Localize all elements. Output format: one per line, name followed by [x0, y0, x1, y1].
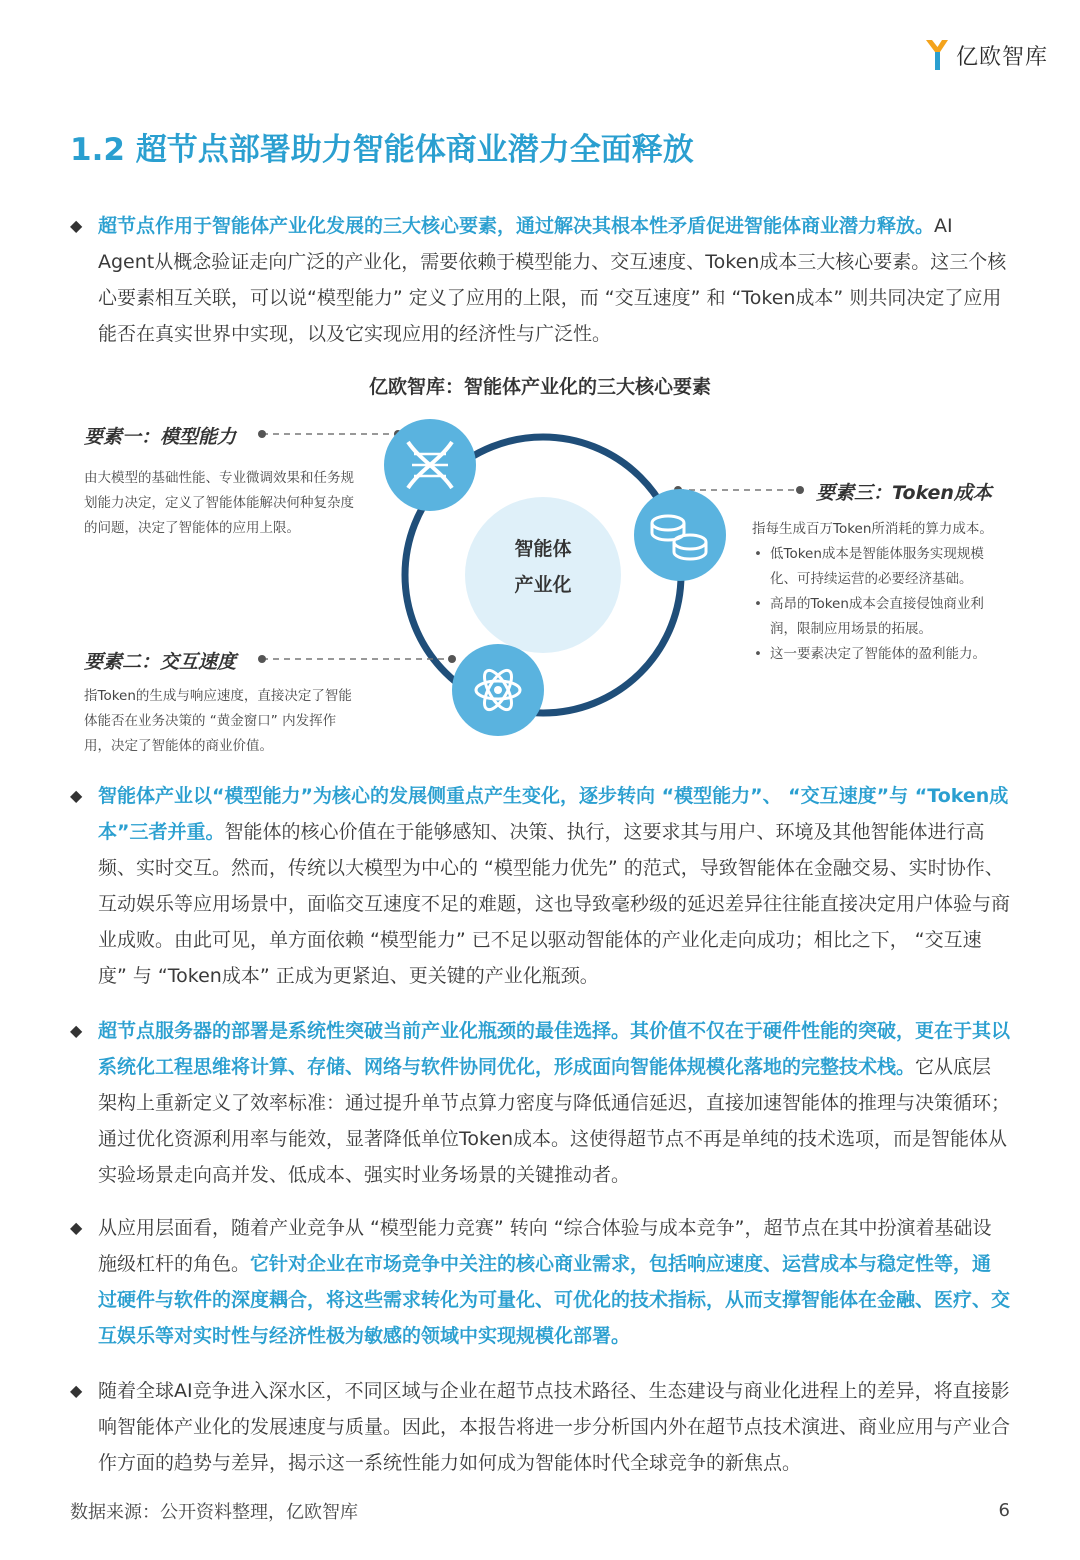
brand-logo: [924, 38, 1048, 72]
diamond-bullet-icon: ◆: [70, 216, 83, 235]
element-3-desc: [752, 517, 1010, 667]
paragraph-5: [70, 1373, 1010, 1481]
core-elements-diagram: [0, 410, 1080, 770]
center-text-line-1: 智能体: [514, 538, 572, 560]
paragraph-3-highlight: 超节点服务器的部署是系统性突破当前产业化瓶颈的最佳选择。其价值不仅在于硬件性能的突破，更在于其以系统化工程思维将计算、存储、网络与软件协同优化，形成面向智能体规模化落地的完整技术栈。: [98, 1020, 1011, 1078]
paragraph-3: [70, 1013, 1010, 1193]
element-3-bullet: • 高昂的Token成本会直接侵蚀商业利润，限制应用场景的拓展。: [752, 592, 1010, 642]
paragraph-2-text: 智能体的核心价值在于能够感知、决策、执行，这要求其与用户、环境及其他智能体进行高频、实时交互。然而，传统以大模型为中心的 “模型能力优先” 的范式，导致智能体在金融交易、实时协作、互动娱乐等应用场景中，面临交互速度不足的难题，这也导致毫秒级的延迟差异往往能直接决定用户体验与商业成败。由此可见，单方面依赖 “模型能力” 已不足以驱动智能体的产业化走向成功；相比之下， “交互速度” 与 “Token成本” 正成为更紧迫、更关键的产业化瓶颈。: [98, 821, 1011, 987]
figure-title: 亿欧智库：智能体产业化的三大核心要素: [368, 376, 711, 398]
section-title: 1.2 超节点部署助力智能体商业潜力全面释放: [70, 132, 694, 168]
element-2-desc: 指Token的生成与响应速度，直接决定了智能体能否在业务决策的 “黄金窗口” 内发挥作用，决定了智能体的商业价值。: [84, 688, 352, 754]
data-source: 数据来源：公开资料整理，亿欧智库: [70, 1502, 358, 1523]
paragraph-1: [70, 208, 1010, 352]
paragraph-1-text: AI Agent从概念验证走向广泛的产业化，需要依赖于模型能力、交互速度、Token成本三大核心要素。这三个核心要素相互关联，可以说“模型能力” 定义了应用的上限，而 “交互速度” 和 “Token成本” 则共同决定了应用能否在真实世界中实现，以及它实现应用的经济性与广泛性。: [98, 215, 1007, 345]
page-number: 6: [998, 1500, 1010, 1521]
center-text-line-2: 产业化: [514, 574, 572, 596]
diamond-bullet-icon: ◆: [70, 1381, 83, 1400]
element-2-label: 要素二：交互速度: [84, 651, 237, 673]
paragraph-4-highlight: 它针对企业在市场竞争中关注的核心商业需求，包括响应速度、运营成本与稳定性等，通过硬件与软件的深度耦合，将这些需求转化为可量化、可优化的技术指标，从而支撑智能体在金融、医疗、交互娱乐等对实时性与经济性极为敏感的领域中实现规模化部署。: [98, 1253, 1011, 1347]
diamond-bullet-icon: ◆: [70, 1218, 83, 1237]
element-3-desc-intro: 指每生成百万Token所消耗的算力成本。: [752, 521, 993, 537]
logo-text: 亿欧智库: [955, 44, 1048, 70]
coins-icon: [634, 489, 726, 581]
paragraph-2-highlight: 智能体产业以“模型能力”为核心的发展侧重点产生变化，逐步转向 “模型能力”、 “交互速度”与 “Token成本”三者并重。: [98, 785, 1009, 843]
paragraph-1-highlight: 超节点作用于智能体产业化发展的三大核心要素，通过解决其根本性矛盾促进智能体商业潜力释放。: [98, 215, 935, 237]
paragraph-2: [70, 778, 1010, 994]
diamond-bullet-icon: ◆: [70, 1021, 83, 1040]
dna-icon: [384, 419, 476, 511]
element-3-bullet: • 低Token成本是智能体服务实现规模化、可持续运营的必要经济基础。: [752, 542, 1010, 592]
paragraph-4-text: 从应用层面看，随着产业竞争从 “模型能力竞赛” 转向 “综合体验与成本竞争”，超节点在其中扮演着基础设施级杠杆的角色。: [98, 1217, 992, 1275]
paragraph-3-text: 它从底层架构上重新定义了效率标准：通过提升单节点算力密度与降低通信延迟，直接加速智能体的推理与决策循环；通过优化资源利用率与能效，显著降低单位Token成本。这使得超节点不再是单纯的技术选项，而是智能体从实验场景走向高并发、低成本、强实时业务场景的关键推动者。: [98, 1056, 1011, 1186]
paragraph-4: [70, 1210, 1010, 1354]
element-3-label: 要素三：Token成本: [816, 482, 992, 504]
element-3-bullet: • 这一要素决定了智能体的盈利能力。: [752, 642, 1010, 667]
logo-mark-icon: [924, 38, 950, 72]
paragraph-5-text: 随着全球AI竞争进入深水区，不同区域与企业在超节点技术路径、生态建设与商业化进程上的差异，将直接影响智能体产业化的发展速度与质量。因此，本报告将进一步分析国内外在超节点技术演进、商业应用与产业合作方面的趋势与差异，揭示这一系统性能力如何成为智能体时代全球竞争的新焦点。: [98, 1380, 1011, 1474]
diamond-bullet-icon: ◆: [70, 786, 83, 805]
element-1-desc: 由大模型的基础性能、专业微调效果和任务规划能力决定，定义了智能体能解决何种复杂度的问题，决定了智能体的应用上限。: [84, 470, 354, 536]
element-1-label: 要素一：模型能力: [84, 426, 237, 448]
atom-icon: [452, 644, 544, 736]
element-3-bullet-list: [752, 542, 1010, 667]
